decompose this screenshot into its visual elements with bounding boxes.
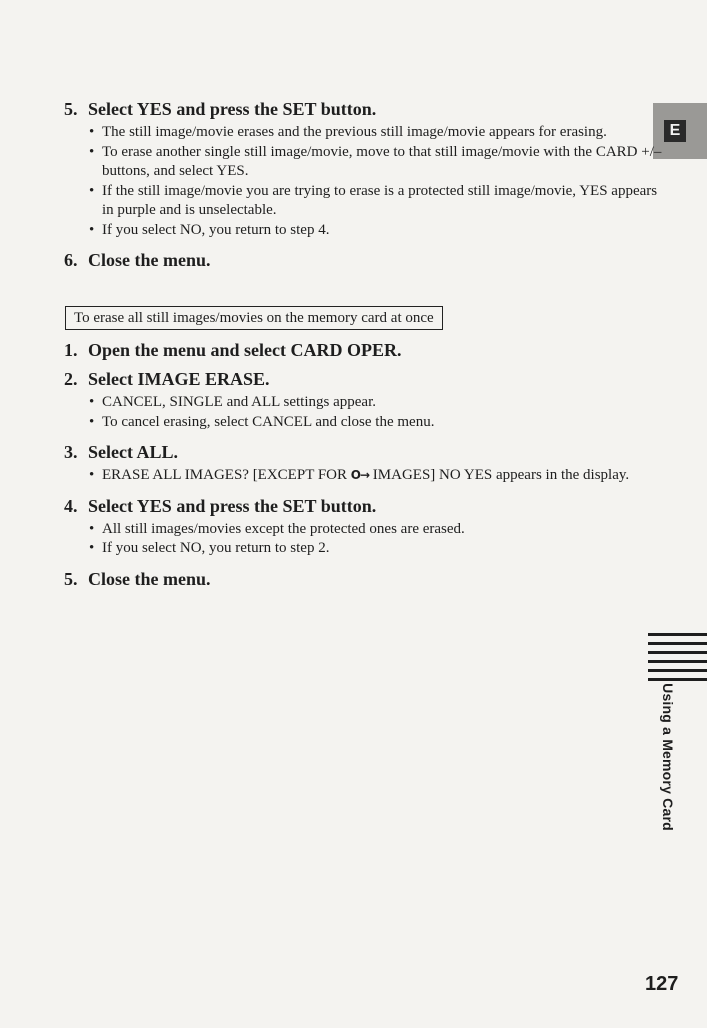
bullet-item: • The still image/movie erases and the previous still image/movie appears for erasing.: [89, 124, 607, 140]
steps-continued: [64, 98, 664, 274]
bullet-item: • If you select NO, you return to step 2.: [89, 540, 330, 556]
step-heading: 2. Select IMAGE ERASE.: [64, 369, 270, 389]
bullet-item: • CANCEL, SINGLE and ALL settings appear.: [89, 394, 376, 410]
bullet-item: • To erase another single still image/movie, move to that still image/movie with the CARD +/– buttons, and select YES.: [89, 143, 662, 179]
bullet-item: • All still images/movies except the protected ones are erased.: [89, 520, 465, 537]
step: [64, 339, 664, 362]
step-heading: 1. Open the menu and select CARD OPER.: [64, 340, 402, 360]
bullet-list: [64, 123, 664, 240]
bullet-list: [64, 393, 664, 432]
bullet-list: [64, 520, 664, 559]
step-heading: 4. Select YES and press the SET button.: [64, 495, 377, 516]
steps-erase-all: [64, 339, 664, 593]
step-heading: 5. Close the menu.: [64, 568, 211, 589]
bullet-item: • To cancel erasing, select CANCEL and close the menu.: [89, 413, 435, 430]
step-heading: 3. Select ALL.: [64, 442, 178, 462]
step-heading: 6. Close the menu.: [64, 250, 211, 270]
section-heading-box: To erase all still images/movies on the memory card at once: [65, 306, 443, 330]
step: [64, 495, 664, 559]
bullet-list: [64, 466, 664, 486]
step: [64, 368, 664, 432]
step: [64, 98, 664, 240]
page-number: 127: [645, 973, 679, 995]
step: [64, 249, 664, 272]
bullet-item: • ERASE ALL IMAGES? [EXCEPT FOR O→ IMAGES] NO YES appears in the display.: [89, 467, 630, 483]
section-label: Using a Memory Card: [660, 683, 676, 831]
step: [64, 441, 664, 486]
section-marker-bars: [648, 633, 707, 681]
protect-key-icon: O→: [350, 468, 370, 482]
bullet-item: • If the still image/movie you are trying to erase is a protected still image/movie, YES appears in purple and is unselectable.: [89, 182, 658, 218]
bullet-item: • If you select NO, you return to step 4.: [89, 221, 330, 238]
step-heading: 5. Select YES and press the SET button.: [64, 99, 377, 119]
step: [64, 568, 664, 591]
language-tab-letter: E: [664, 120, 686, 142]
